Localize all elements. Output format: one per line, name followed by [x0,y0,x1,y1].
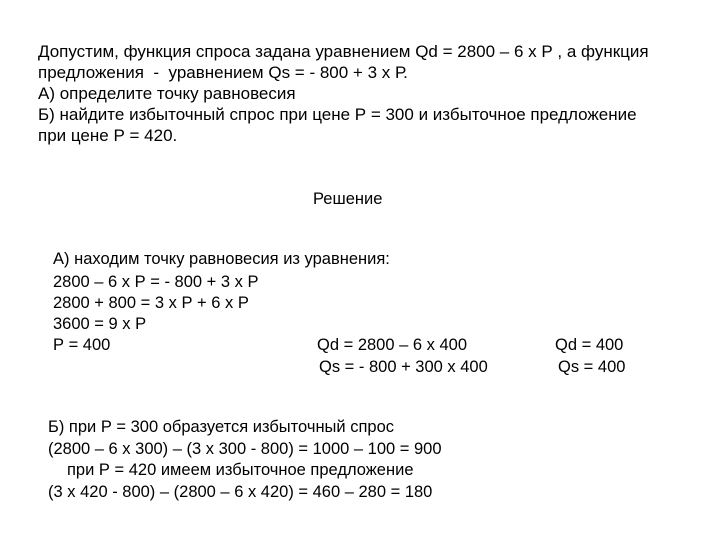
part-b-line: при Р = 420 имеем избыточное предложение [67,461,414,479]
check-formula-qd: Qd = 2800 – 6 х 400 [317,336,467,354]
equation-step: 2800 + 800 = 3 х Р + 6 х Р [53,294,249,312]
part-b-line: Б) при Р = 300 образуется избыточный спрос [48,418,395,436]
check-result-qd: Qd = 400 [555,336,624,354]
problem-line: при цене Р = 420. [38,126,178,145]
problem-line: Допустим, функция спроса задана уравнением Qd = 2800 – 6 х Р , а функция [38,42,649,61]
check-result-qs: Qs = 400 [558,358,626,376]
part-b-line: (2800 – 6 х 300) – (3 х 300 - 800) = 1000 – 100 = 900 [48,440,442,458]
solution-heading: Решение [313,190,383,208]
equation-step: Р = 400 [53,336,111,354]
problem-line: Б) найдите избыточный спрос при цене Р = 300 и избыточное предложение [38,105,637,124]
problem-line: А) определите точку равновесия [38,84,296,103]
part-a-intro: А) находим точку равновесия из уравнения: [53,250,390,268]
equation-step: 3600 = 9 х Р [53,315,147,333]
check-formula-qs: Qs = - 800 + 300 х 400 [319,358,488,376]
equation-step: 2800 – 6 х Р = - 800 + 3 х Р [53,273,259,291]
part-b-line: (3 х 420 - 800) – (2800 – 6 х 420) = 460 – 280 = 180 [48,483,433,501]
problem-line: предложения - уравнением Qs = - 800 + 3 х Р. [38,63,408,82]
